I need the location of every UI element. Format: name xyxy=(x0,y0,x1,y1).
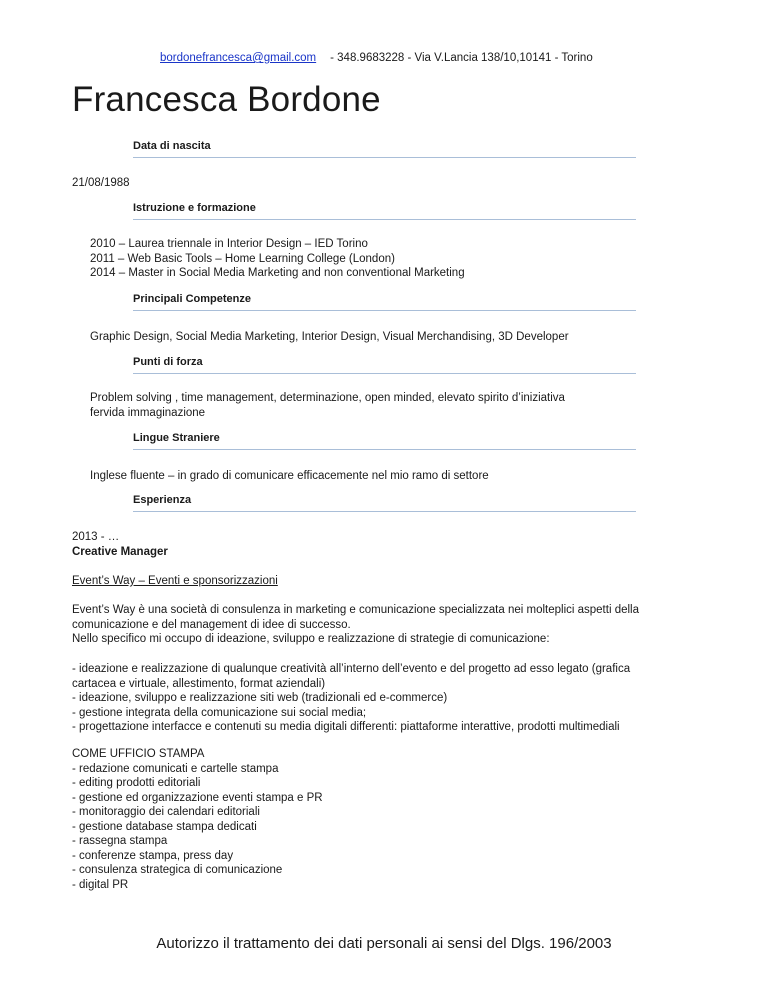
experience-tasks xyxy=(72,662,630,735)
contact-details: - 348.9683228 - Via V.Lancia 138/10,10141 - Torino xyxy=(330,52,593,64)
text-line: fervida immaginazione xyxy=(90,406,206,419)
email-link[interactable]: bordonefrancesca@gmail.com xyxy=(160,52,317,64)
list-item: - monitoraggio dei calendari editoriali xyxy=(72,806,260,818)
list-item: - digital PR xyxy=(72,878,129,891)
section-title-skills: Principali Competenze xyxy=(133,293,636,311)
list-item: - editing prodotti editoriali xyxy=(72,777,201,789)
text-line: Event’s Way è una società di consulenza in marketing e comunicazione specializzata nei molteplici aspetti della xyxy=(72,604,639,616)
list-item: - consulenza strategica di comunicazione xyxy=(72,864,283,876)
candidate-name: Francesca Bordone xyxy=(72,80,381,119)
list-item: - ideazione e realizzazione di qualunque creatività all’interno dell’evento e del progetto ad esso legato (grafica xyxy=(72,663,631,675)
experience-period: 2013 - … xyxy=(72,531,120,543)
section-title-strengths: Punti di forza xyxy=(133,356,636,374)
press-office-title: COME UFFICIO STAMPA xyxy=(72,748,205,760)
languages-text: Inglese fluente – in grado di comunicare efficacemente nel mio ramo di settore xyxy=(90,470,489,482)
experience-company: Event’s Way – Eventi e sponsorizzazioni xyxy=(72,575,278,587)
press-office-block xyxy=(72,747,323,892)
list-item: cartacea e virtuale, allestimento, format aziendali) xyxy=(72,677,326,690)
section-title-education: Istruzione e formazione xyxy=(133,202,636,220)
experience-block xyxy=(72,530,168,559)
list-item: - gestione ed organizzazione eventi stampa e PR xyxy=(72,791,323,804)
strengths-text xyxy=(90,391,565,420)
section-title-languages: Lingue Straniere xyxy=(133,432,636,450)
text-line: Nello specifico mi occupo di ideazione, sviluppo e realizzazione di strategie di comunicazione: xyxy=(72,633,550,645)
list-item: 2011 – Web Basic Tools – Home Learning College (London) xyxy=(90,252,395,265)
list-item: - redazione comunicati e cartelle stampa xyxy=(72,762,279,775)
text-line: comunicazione e del management di idee di successo. xyxy=(72,618,351,631)
contact-line xyxy=(160,52,593,64)
list-item: - gestione integrata della comunicazione sui social media; xyxy=(72,706,367,719)
text-line: Problem solving , time management, determinazione, open minded, elevato spirito d’iniziativa xyxy=(90,392,565,404)
list-item: - ideazione, sviluppo e realizzazione siti web (tradizionali ed e-commerce) xyxy=(72,692,448,704)
section-title-birth: Data di nascita xyxy=(133,140,636,158)
education-list xyxy=(90,237,465,281)
skills-text: Graphic Design, Social Media Marketing, Interior Design, Visual Merchandising, 3D Developer xyxy=(90,331,569,343)
list-item: - rassegna stampa xyxy=(72,835,168,847)
list-item: 2010 – Laurea triennale in Interior Design – IED Torino xyxy=(90,238,368,250)
privacy-footer: Autorizzo il trattamento dei dati personali ai sensi del Dlgs. 196/2003 xyxy=(156,935,612,952)
list-item: - gestione database stampa dedicati xyxy=(72,820,257,833)
list-item: - progettazione interfacce e contenuti su media digitali differenti: piattaforme interattive, prodotti multimediali xyxy=(72,721,620,733)
experience-role: Creative Manager xyxy=(72,545,168,558)
list-item: 2014 – Master in Social Media Marketing and non conventional Marketing xyxy=(90,267,465,279)
birth-date: 21/08/1988 xyxy=(72,177,130,189)
section-title-experience: Esperienza xyxy=(133,494,636,512)
experience-description xyxy=(72,603,639,647)
list-item: - conferenze stampa, press day xyxy=(72,849,234,862)
